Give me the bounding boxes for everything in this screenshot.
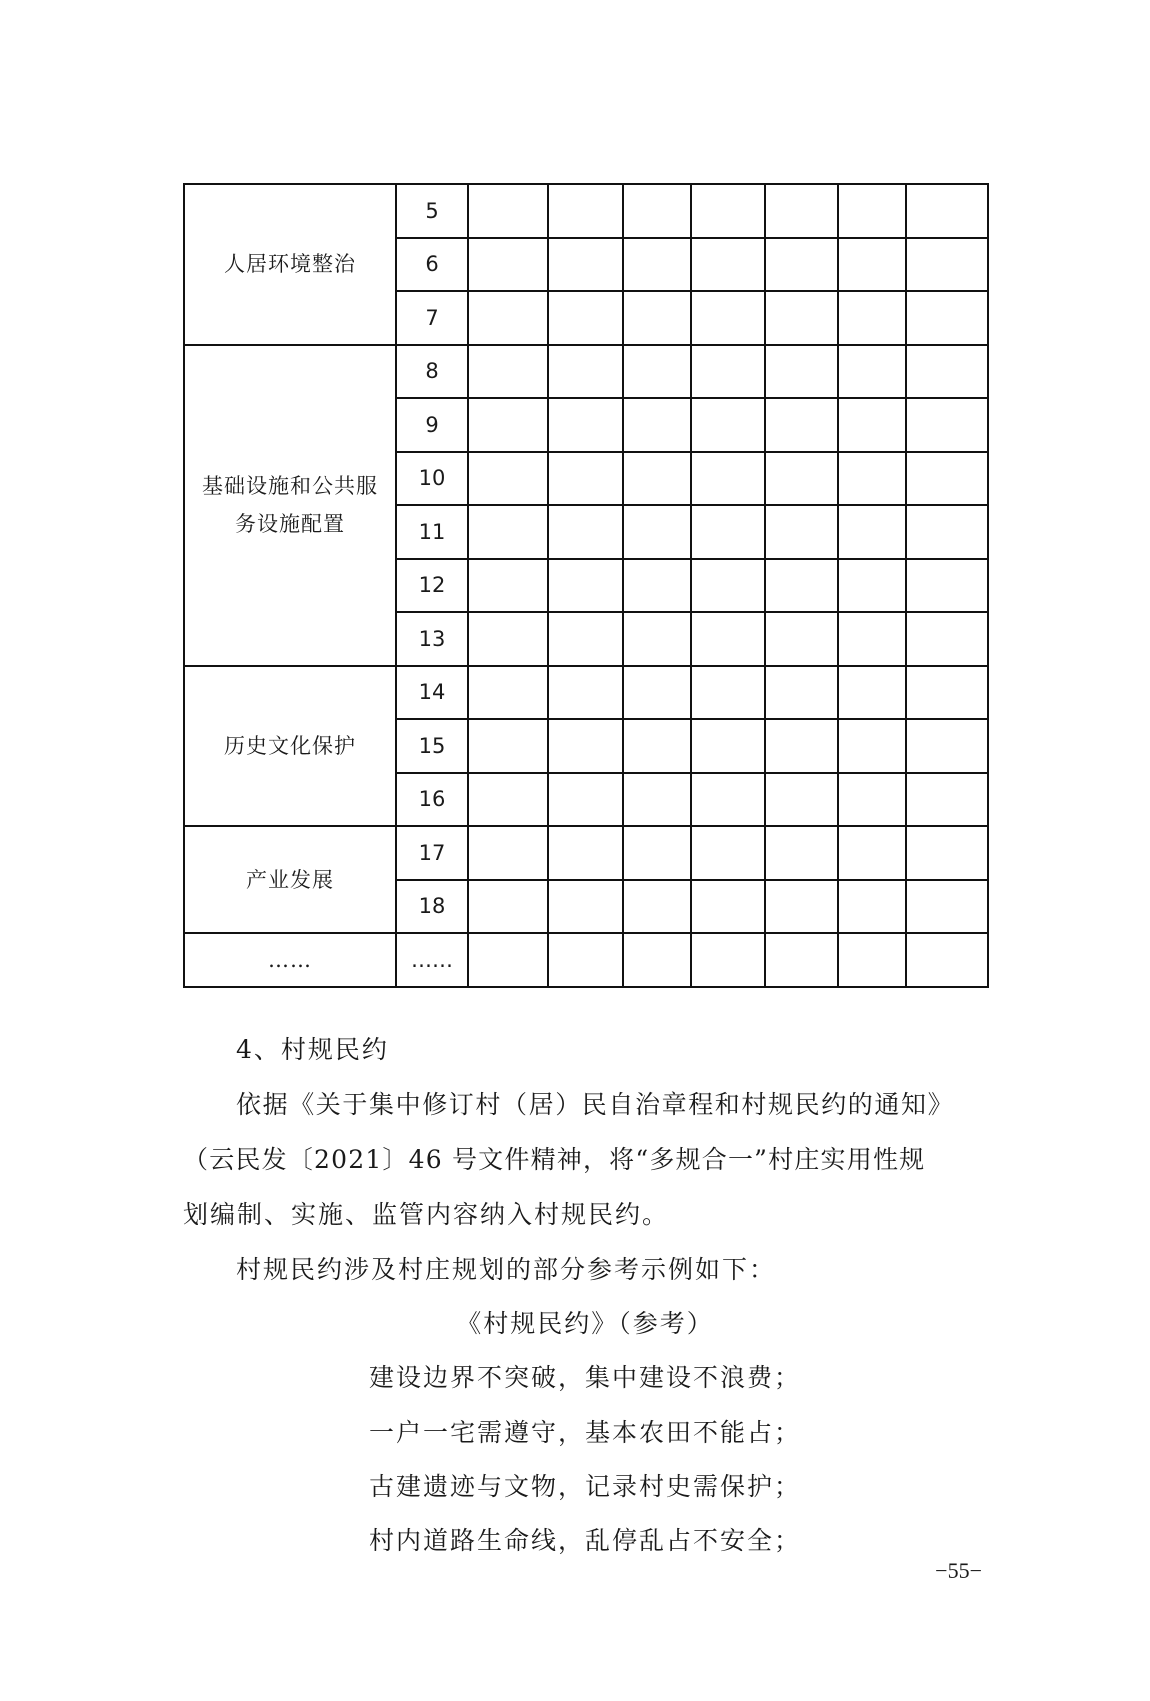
- empty-cell: [623, 880, 691, 934]
- empty-cell: [838, 880, 906, 934]
- empty-cell: [468, 345, 548, 399]
- empty-cell: [691, 612, 765, 666]
- empty-cell: [623, 398, 691, 452]
- empty-cell: [691, 238, 765, 292]
- empty-cell: [765, 505, 838, 559]
- empty-cell: [838, 559, 906, 613]
- empty-cell: [906, 933, 988, 987]
- empty-cell: [468, 452, 548, 506]
- category-cell: 产业发展: [184, 826, 396, 933]
- empty-cell: [838, 238, 906, 292]
- row-number-cell: 5: [396, 184, 468, 238]
- empty-cell: [468, 184, 548, 238]
- empty-cell: [906, 612, 988, 666]
- row-number-cell: 6: [396, 238, 468, 292]
- empty-cell: [765, 291, 838, 345]
- empty-cell: [765, 826, 838, 880]
- empty-cell: [691, 826, 765, 880]
- empty-cell: [548, 612, 623, 666]
- empty-cell: [548, 505, 623, 559]
- paragraph-2: 村规民约涉及村庄规划的部分参考示例如下：: [236, 1255, 777, 1284]
- section-heading: 4、村规民约: [236, 1035, 389, 1064]
- empty-cell: [691, 184, 765, 238]
- empty-cell: [906, 880, 988, 934]
- empty-cell: [548, 345, 623, 399]
- empty-cell: [548, 184, 623, 238]
- empty-cell: [838, 612, 906, 666]
- empty-cell: [548, 559, 623, 613]
- empty-cell: [623, 933, 691, 987]
- row-number-cell: 18: [396, 880, 468, 934]
- empty-cell: [468, 666, 548, 720]
- empty-cell: [623, 345, 691, 399]
- empty-cell: [548, 826, 623, 880]
- empty-cell: [906, 398, 988, 452]
- empty-cell: [765, 559, 838, 613]
- category-cell: 基础设施和公共服务设施配置: [184, 345, 396, 666]
- empty-cell: [548, 452, 623, 506]
- empty-cell: [765, 612, 838, 666]
- row-number-cell: 10: [396, 452, 468, 506]
- empty-cell: [765, 773, 838, 827]
- empty-cell: [548, 880, 623, 934]
- empty-cell: [765, 238, 838, 292]
- empty-cell: [468, 826, 548, 880]
- empty-cell: [765, 184, 838, 238]
- empty-cell: [623, 612, 691, 666]
- poem-line: 建设边界不突破，集中建设不浪费；: [368, 1363, 801, 1392]
- empty-cell: [623, 452, 691, 506]
- row-number-cell: 7: [396, 291, 468, 345]
- empty-cell: [765, 719, 838, 773]
- empty-cell: [468, 559, 548, 613]
- planning-table: [183, 183, 989, 988]
- table-row: [184, 933, 988, 987]
- empty-cell: [906, 291, 988, 345]
- empty-cell: [906, 559, 988, 613]
- row-number-cell: 8: [396, 345, 468, 399]
- empty-cell: [906, 238, 988, 292]
- empty-cell: [691, 505, 765, 559]
- empty-cell: [623, 291, 691, 345]
- table-row: [184, 826, 988, 880]
- empty-cell: [623, 559, 691, 613]
- paragraph-line-3: 划编制、实施、监管内容纳入村规民约。: [183, 1200, 670, 1229]
- empty-cell: [906, 719, 988, 773]
- empty-cell: [468, 719, 548, 773]
- empty-cell: [468, 291, 548, 345]
- empty-cell: [548, 666, 623, 720]
- empty-cell: [468, 238, 548, 292]
- table-row: [184, 184, 988, 238]
- empty-cell: [765, 398, 838, 452]
- empty-cell: [838, 505, 906, 559]
- empty-cell: [906, 666, 988, 720]
- empty-cell: [765, 880, 838, 934]
- category-cell: 历史文化保护: [184, 666, 396, 827]
- table-row: [184, 666, 988, 720]
- row-number-cell: ……: [396, 933, 468, 987]
- empty-cell: [691, 719, 765, 773]
- table-row: [184, 345, 988, 399]
- empty-cell: [838, 666, 906, 720]
- empty-cell: [691, 773, 765, 827]
- empty-cell: [468, 933, 548, 987]
- empty-cell: [838, 773, 906, 827]
- empty-cell: [765, 933, 838, 987]
- paragraph-line-2: （云民发〔2021〕46 号文件精神，将“多规合一”村庄实用性规: [183, 1145, 926, 1174]
- empty-cell: [906, 345, 988, 399]
- empty-cell: [838, 933, 906, 987]
- empty-cell: [838, 826, 906, 880]
- empty-cell: [691, 398, 765, 452]
- empty-cell: [906, 773, 988, 827]
- row-number-cell: 17: [396, 826, 468, 880]
- poem-title: 《村规民约》（参考）: [456, 1309, 714, 1338]
- empty-cell: [468, 773, 548, 827]
- empty-cell: [623, 773, 691, 827]
- empty-cell: [838, 398, 906, 452]
- empty-cell: [548, 719, 623, 773]
- row-number-cell: 13: [396, 612, 468, 666]
- empty-cell: [468, 398, 548, 452]
- empty-cell: [906, 826, 988, 880]
- empty-cell: [838, 184, 906, 238]
- empty-cell: [838, 291, 906, 345]
- empty-cell: [838, 719, 906, 773]
- poem-line: 古建遗迹与文物，记录村史需保护；: [368, 1472, 801, 1501]
- page-number: −55−: [935, 1558, 982, 1583]
- empty-cell: [548, 398, 623, 452]
- empty-cell: [548, 773, 623, 827]
- category-cell: ……: [184, 933, 396, 987]
- empty-cell: [838, 452, 906, 506]
- empty-cell: [765, 452, 838, 506]
- empty-cell: [691, 291, 765, 345]
- empty-cell: [468, 505, 548, 559]
- category-cell: 人居环境整治: [184, 184, 396, 345]
- empty-cell: [623, 826, 691, 880]
- empty-cell: [623, 719, 691, 773]
- poem-line: 一户一宅需遵守，基本农田不能占；: [368, 1418, 801, 1447]
- empty-cell: [691, 559, 765, 613]
- row-number-cell: 12: [396, 559, 468, 613]
- row-number-cell: 16: [396, 773, 468, 827]
- empty-cell: [765, 345, 838, 399]
- paragraph-line-1: 依据《关于集中修订村（居）民自治章程和村规民约的通知》: [236, 1090, 955, 1119]
- empty-cell: [623, 666, 691, 720]
- poem-line: 村内道路生命线，乱停乱占不安全；: [368, 1526, 801, 1555]
- empty-cell: [906, 452, 988, 506]
- empty-cell: [906, 184, 988, 238]
- empty-cell: [623, 505, 691, 559]
- empty-cell: [548, 933, 623, 987]
- empty-cell: [691, 452, 765, 506]
- empty-cell: [548, 238, 623, 292]
- row-number-cell: 11: [396, 505, 468, 559]
- empty-cell: [691, 933, 765, 987]
- empty-cell: [906, 505, 988, 559]
- row-number-cell: 9: [396, 398, 468, 452]
- empty-cell: [691, 880, 765, 934]
- empty-cell: [623, 184, 691, 238]
- row-number-cell: 14: [396, 666, 468, 720]
- empty-cell: [468, 880, 548, 934]
- empty-cell: [468, 612, 548, 666]
- empty-cell: [838, 345, 906, 399]
- empty-cell: [765, 666, 838, 720]
- empty-cell: [548, 291, 623, 345]
- row-number-cell: 15: [396, 719, 468, 773]
- empty-cell: [691, 345, 765, 399]
- empty-cell: [623, 238, 691, 292]
- empty-cell: [691, 666, 765, 720]
